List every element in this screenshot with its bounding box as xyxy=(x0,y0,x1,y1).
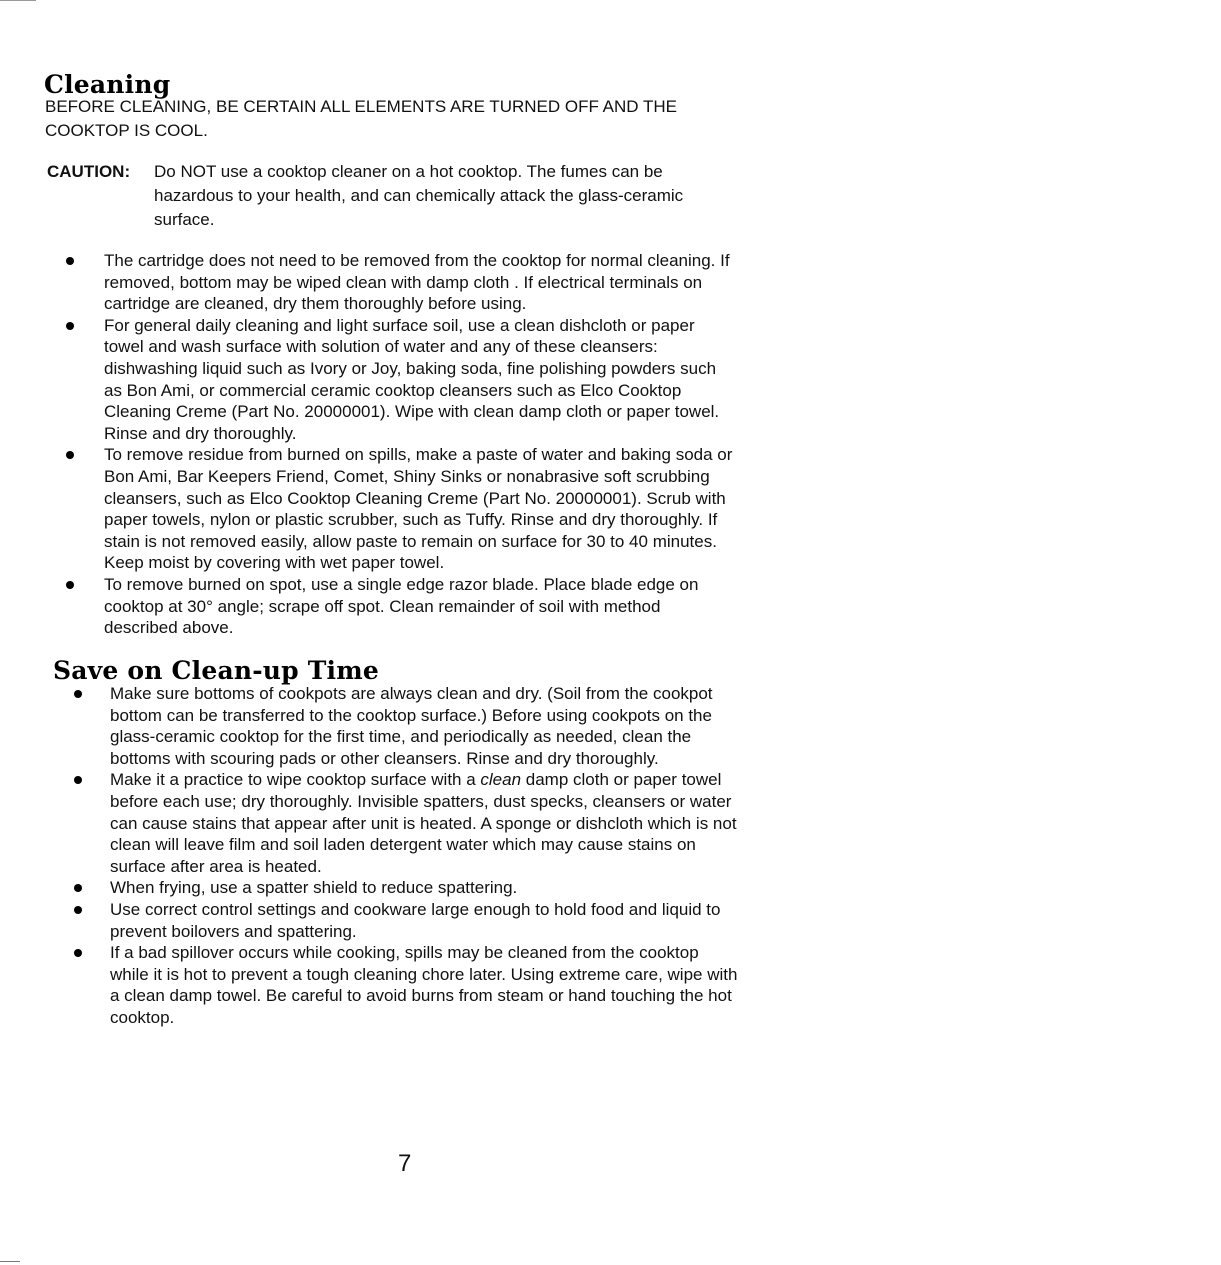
list-item-text-continued: damp cloth or paper towel before each use; dry thoroughly. Invisible spatters, dust specks, cleansers or water can cause stains that appear after unit is heated. A sponge or dishcloth which is not clean will leave film and soil laden detergent water which may cause stains on surface after area is heated. xyxy=(110,770,737,876)
bullet-icon xyxy=(66,322,74,330)
list-item-text: When frying, use a spatter shield to reduce spattering. xyxy=(110,878,518,898)
caution-block xyxy=(47,160,747,232)
list-item-text: Use correct control settings and cookware large enough to hold food and liquid to prevent boilovers and spattering. xyxy=(110,899,721,941)
cleaning-bullet-list xyxy=(104,250,736,639)
list-item xyxy=(110,683,742,769)
caution-label: CAUTION: xyxy=(47,162,131,181)
list-item xyxy=(110,769,742,877)
cleaning-intro: BEFORE CLEANING, BE CERTAIN ALL ELEMENTS ARE TURNED OFF AND THE COOKTOP IS COOL. xyxy=(45,97,677,140)
list-item xyxy=(110,899,742,942)
caution-text: Do NOT use a cooktop cleaner on a hot cooktop. The fumes can be hazardous to your health, and can chemically attack the glass-ceramic surface. xyxy=(154,162,684,229)
list-item xyxy=(104,250,736,315)
emphasis-text: clean xyxy=(480,770,522,790)
top-rule xyxy=(0,0,36,1)
list-item-text: The cartridge does not need to be removed from the cooktop for normal cleaning. If removed, bottom may be wiped clean with damp cloth . If electrical terminals on cartridge are cleaned, dry them thoroughly before using. xyxy=(104,251,730,314)
bullet-icon xyxy=(66,451,74,459)
save-time-bullet-list xyxy=(110,683,742,1029)
bullet-icon xyxy=(74,906,82,914)
list-item-text: Make it a practice to wipe cooktop surface with a xyxy=(110,770,481,790)
page-number: 7 xyxy=(398,1150,412,1177)
list-item xyxy=(110,942,742,1028)
bullet-icon xyxy=(66,257,74,265)
bullet-icon xyxy=(74,949,82,957)
save-time-heading: Save on Clean-up Time xyxy=(53,656,380,685)
list-item-text: To remove burned on spot, use a single edge razor blade. Place blade edge on cooktop at 30° angle; scrape off spot. Clean remainder of soil with method described above. xyxy=(104,574,699,638)
list-item-text: If a bad spillover occurs while cooking, spills may be cleaned from the cooktop while it is hot to prevent a tough cleaning chore later. Using extreme care, wipe with a clean damp towel. Be careful to avoid burns from steam or hand touching the hot cooktop. xyxy=(110,943,738,1027)
cleaning-heading: Cleaning xyxy=(44,70,171,99)
list-item xyxy=(104,574,736,639)
list-item xyxy=(104,315,736,445)
bottom-rule xyxy=(0,1261,20,1262)
list-item-text: For general daily cleaning and light surface soil, use a clean dishcloth or paper towel and wash surface with solution of water and any of these cleansers: dishwashing liquid such as Ivory or Joy, baking soda, fine polishing powders such as Bon Ami, or commercial ceramic cooktop cleansers such as Elco Cooktop Cleaning Creme (Part No. 20000001). Wipe with clean damp cloth or paper towel. Rinse and dry thoroughly. xyxy=(104,315,720,443)
list-item-text: To remove residue from burned on spills, make a paste of water and baking soda or Bon Ami, Bar Keepers Friend, Comet, Shiny Sinks or nonabrasive soft scrubbing cleansers, such as Elco Cooktop Cleaning Creme (Part No. 20000001). Scrub with paper towels, nylon or plastic scrubber, such as Tuffy. Rinse and dry thoroughly. If stain is not removed easily, allow paste to remain on surface for 30 to 40 minutes. Keep moist by covering with wet paper towel. xyxy=(104,445,733,573)
bullet-icon xyxy=(66,581,74,589)
bullet-icon xyxy=(74,776,82,784)
list-item xyxy=(110,877,742,899)
bullet-icon xyxy=(74,884,82,892)
list-item xyxy=(104,444,736,574)
bullet-icon xyxy=(74,690,82,698)
list-item-text: Make sure bottoms of cookpots are always clean and dry. (Soil from the cookpot bottom can be transferred to the cooktop surface.) Before using cookpots on the glass-ceramic cooktop for the first time, and periodically as needed, clean the bottoms with scouring pads or other cleansers. Rinse and dry thoroughly. xyxy=(110,684,713,768)
